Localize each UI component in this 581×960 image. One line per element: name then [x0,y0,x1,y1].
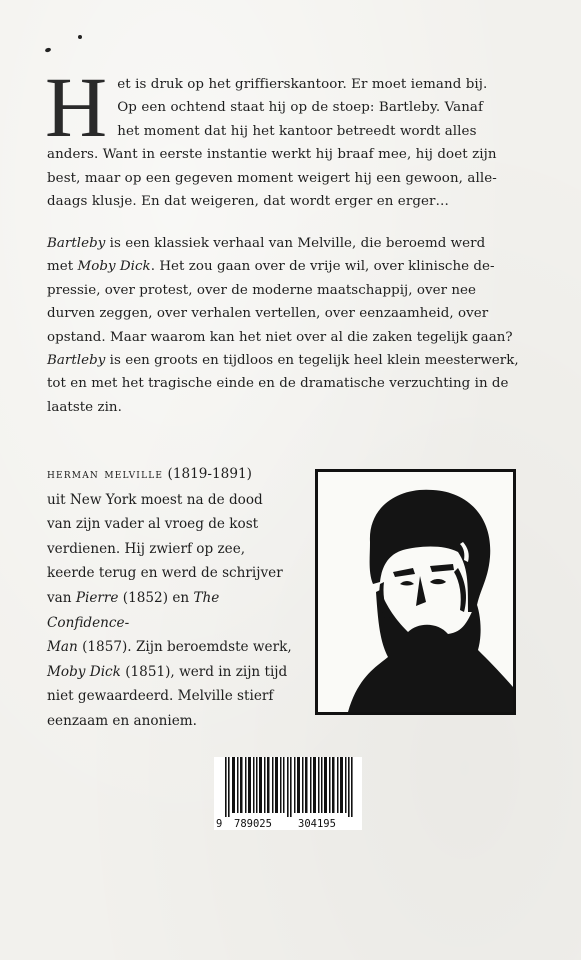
text-line: laatste zin. [47,399,122,415]
text-line: pressie, over protest, over de moderne maatschappij, over nee [47,282,476,298]
text-line: opstand. Maar waarom kan het niet over al die zaken tegelijk gaan? [47,329,513,345]
isbn-group-2: 304195 [298,818,336,830]
text-line: anders. Want in eerste instantie werkt hij braaf mee, hij doet zijn [47,147,497,163]
portrait-woodcut [318,472,513,712]
text-line: Man (1857). Zijn beroemdste werk, [47,639,292,656]
text-line: eenzaam en anoniem. [47,712,197,729]
book-title: Moby Dick [77,259,151,275]
text-line: best, maar op een gegeven moment weigert hij een gewoon, alle- [47,170,497,186]
text-line: met Moby Dick. Het zou gaan over de vrije wil, over klinische de- [47,259,495,275]
book-title: Moby Dick [47,663,121,680]
book-title: The Confidence- [47,589,220,631]
text-line: tot en met het tragische einde en de dramatische verzuchting in de [47,376,509,392]
text-line: Moby Dick (1851), werd in zijn tijd [47,663,288,680]
book-title: Man [47,639,78,656]
text-line: herman melville (1819-1891) [47,466,252,482]
text-line: van Pierre (1852) en The Confidence- [47,589,220,631]
book-title: Pierre [75,589,119,606]
text-line: het moment dat hij het kantoor betreedt wordt alles [117,123,477,139]
author-portrait [315,469,516,715]
isbn-number [214,817,362,831]
ink-speck [78,35,82,39]
text-line: van zijn vader al vroeg de kost [47,516,259,533]
isbn-digit-first: 9 [216,818,223,830]
text-line: Op een ochtend staat hij op de stoep: Bartleby. Vanaf [117,100,484,116]
isbn-group-1: 789025 [234,818,272,830]
text-line: verdienen. Hij zwierf op zee, [47,540,246,557]
text-line: Bartleby is een klassiek verhaal van Melville, die beroemd werd [47,236,486,251]
text-line: durven zeggen, over verhalen vertellen, over eenzaamheid, over [47,306,489,322]
text-line: uit New York moest na de dood [47,491,263,508]
description-paragraph [47,232,539,419]
text-line: et is druk op het griffierskantoor. Er moet iemand bij. [117,77,488,92]
book-title: Bartleby [47,353,106,369]
author-bio [47,462,297,734]
text-line: niet gewaardeerd. Melville stierf [47,688,274,705]
text-line: daags klusje. En dat weigeren, dat wordt erger en erger… [47,194,450,210]
text-line: keerde terug en werd de schrijver [47,565,283,582]
text-line: Bartleby is een groots en tijdloos en tegelijk heel klein meesterwerk, [47,353,519,369]
author-name: herman melville [47,467,164,482]
barcode-bars [214,757,362,817]
book-title: Bartleby [47,236,106,251]
intro-paragraph [45,59,539,213]
ink-speck [44,47,51,53]
drop-cap: H [45,59,108,155]
